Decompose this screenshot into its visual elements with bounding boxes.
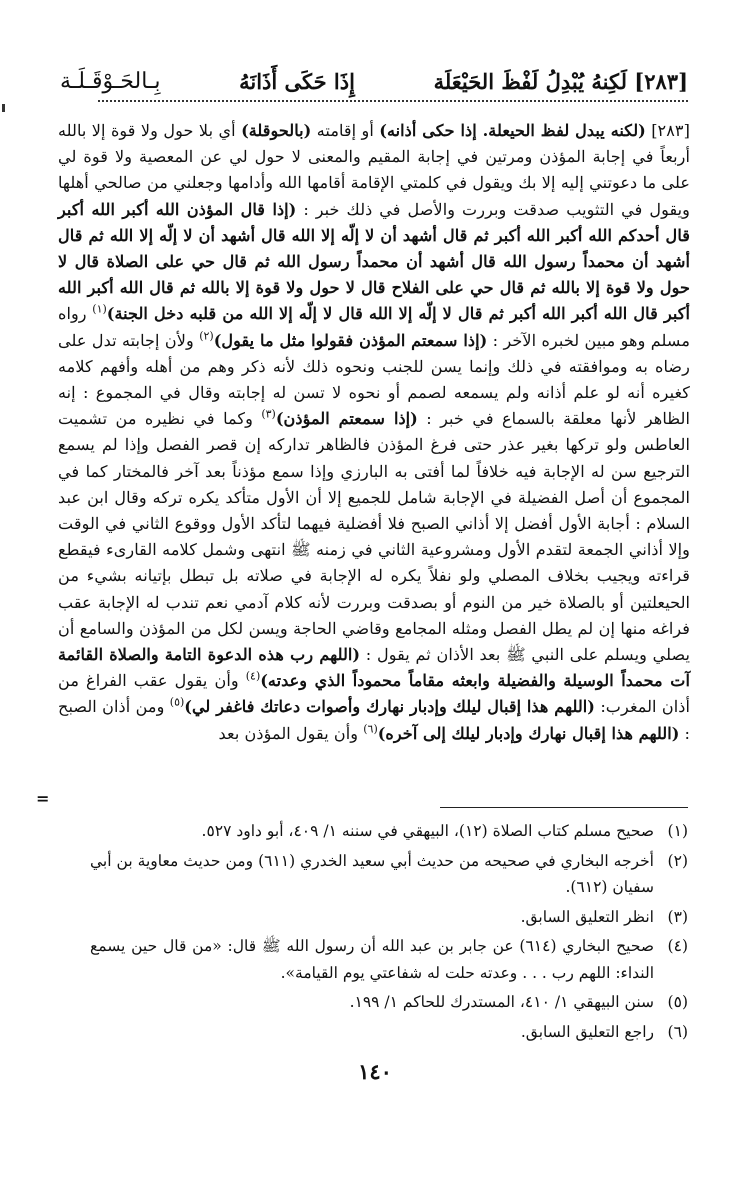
- header-dotted-rule: [98, 100, 688, 102]
- commentary-text: وأن يقول عقب الفراغ من أذان المغرب:: [58, 671, 690, 717]
- main-text: [58, 118, 690, 747]
- header-section-subtitle: بِـالحَـوْقَـلَـة: [60, 69, 161, 94]
- footnote-text: سنن البيهقي ١/ ٤١٠، المستدرك للحاكم ١/ ١٩٩.: [349, 993, 654, 1011]
- footnote-text: صحيح مسلم كتاب الصلاة (١٢)، البيهقي في سننه ١/ ٤٠٩، أبو داود ٥٢٧.: [201, 822, 654, 840]
- footnote-ref[interactable]: (٥): [169, 696, 185, 710]
- footnote-item: [90, 848, 688, 901]
- footnote-ref[interactable]: (٦): [363, 722, 378, 736]
- hadith-quote: (إذا سمعتم المؤذن فقولوا مثل ما يقول): [213, 330, 488, 350]
- footnote-item: [90, 904, 688, 931]
- running-header: [60, 58, 688, 94]
- header-section-title: إِذَا حَكَى أَذَانَهُ: [239, 69, 355, 94]
- footnote-text: راجع التعليق السابق.: [520, 1022, 654, 1041]
- commentary-text: أي بلا حول ولا قوة إلا بالله أربعاً في إجابة المؤذن ومرتين في إجابة المقيم والمعنى لا حول لي عن المعصية ولا قوة لي على ما دعوتني إليه إلا بك ويقول في كلمتي الإقامة أقامها الله وأدامها وجعلني من صالحي أهلها ويقول في التثويب صدقت وبررت والأصل في ذلك خبر :: [58, 121, 690, 219]
- hadith-quote: (إذا قال المؤذن الله أكبر الله أكبر قال أحدكم الله أكبر الله أكبر ثم قال أشهد أن لا إلّه إلا الله قال أشهد أن لا إلّه إلا الله ثم قال أشهد أن محمداً رسول الله قال أشهد أن محمداً رسول الله ثم قال حي على الصلاة قال لا حول ولا قوة إلا بالله ثم قال حي على الفلاح قال لا حول ولا قوة إلا بالله ثم قال الله أكبر الله أكبر قال الله أكبر الله أكبر ثم قال لا إلّه إلا الله قال لا إلّه إلا الله من قلبه دخل الجنة): [58, 199, 690, 324]
- commentary-text: أو إقامته: [316, 121, 374, 140]
- footnote-number: (٤): [667, 937, 688, 955]
- paragraph-number: [٢٨٣]: [651, 121, 690, 140]
- footnote-number: (٥): [667, 993, 688, 1011]
- page-number: ١٤٠: [358, 1059, 392, 1084]
- footnote-number: (١): [667, 822, 688, 840]
- commentary-text: رواه مسلم وهو مبين لخبره الآخر :: [58, 304, 691, 350]
- hadith-quote: (اللهم هذا إقبال نهارك وإدبار ليلك إلى آخره): [377, 723, 680, 743]
- hadith-quote: (اللهم هذا إقبال ليلك وإدبار نهارك وأصوات دعاتك فاغفر لي): [184, 697, 595, 717]
- commentary-text: ولأن إجابته تدل على رضاه به وموافقته في ذلك وإنما يسن للجنب ونحوه ذلك لأنه ذكر وهم من أهله وأفهم كلامه كغيره أنه لو علم أذانه ولم يسمعه لصمم أو نحوه لا تسن له إجابته وقال في المجموع : إنه الظاهر لأنها معلقة بالسماع في خبر :: [58, 330, 690, 429]
- footnote-text: صحيح البخاري (٦١٤) عن جابر بن عبد الله أن رسول الله ﷺ قال: «من قال حين يسمع النداء: اللهم رب . . . وعدته حلت له شفاعتي يوم القيامة».: [90, 937, 654, 982]
- footnote-ref[interactable]: (١): [92, 303, 107, 317]
- footnote-number: (٦): [667, 1022, 688, 1041]
- footnote-number: (٢): [667, 851, 688, 870]
- footnotes: [90, 818, 688, 1048]
- footnote-number: (٣): [667, 907, 688, 926]
- hadith-quote: (إذا سمعتم المؤذن): [275, 409, 418, 429]
- footnote-ref[interactable]: (٢): [199, 329, 214, 343]
- continuation-mark: =: [36, 789, 50, 808]
- footnote-item: [90, 818, 688, 845]
- margin-mark: [2, 104, 5, 112]
- footnote-item: [90, 1019, 688, 1046]
- header-chapter-title: [٢٨٣] لَكِنهُ يُبْدِلُ لَفْظَ الحَيْعَلَة: [433, 69, 688, 94]
- matn-quote: (لكنه يبدل لفظ الحيعلة. إذا حكى أذانه): [379, 121, 646, 140]
- footnote-separator: [440, 807, 688, 808]
- footnote-ref[interactable]: (٤): [245, 669, 261, 683]
- footnote-text: أخرجه البخاري في صحيحه من حديث أبي سعيد الخدري (٦١١) ومن حديث معاوية بن أبي سفيان (٦١٢).: [90, 851, 654, 896]
- paragraph-283: [58, 118, 690, 747]
- commentary-text: وأن يقول المؤذن بعد: [218, 723, 359, 743]
- footnote-item: [90, 989, 688, 1016]
- footnote-text: انظر التعليق السابق.: [520, 907, 654, 926]
- commentary-text: وكما في نظيره من تشميت العاطس ولو تركها بغير عذر حتى فرغ المؤذن فالظاهر تداركه إن قصر الفصل وإذا لم يسمع الترجيع سن له الإجابة فيه خلافاً لما أفتى به البارزي وإذا سمع مؤذناً بعد آخر فالمختار كما في المجموع أن أصل الفضيلة في الإجابة شامل للجميع إلا أن الأول متأكد يكره تركه وقال ابن عبد السلام : أجابة الأول أفضل إلا أذاني الصبح فلا أفضلية فيهما لتأكد الأول ووقوع الثاني في الوقت وإلا أذاني الجمعة لتقدم الأول ومشروعية الثاني في زمنه ﷺ انتهى وشمل كلامه القارىء فيقطع قراءته ويجيب بخلاف المصلي ولو نفلاً يكره له الإجابة في صلاته بل تبطل بإتيانه بشيء من الحيعلتين أو بالصلاة خير من النوم أو بصدقت وبررت لأنه كلام آدمي نعم تندب له الإجابة عقب فراغه منها إن لم يطل الفصل ومثله المجامع وقاضي الحاجة ويسن لكل من المؤذن والسامع أن يصلي ويسلم على النبي ﷺ بعد الأذان ثم يقول :: [58, 409, 691, 665]
- matn-quote: (بالحوقلة): [241, 121, 312, 140]
- hadith-quote: (اللهم رب هذه الدعوة التامة والصلاة القائمة آت محمداً الوسيلة والفضيلة وابعثه مقاماً محموداً الذي وعدته): [58, 645, 691, 691]
- footnote-item: [90, 933, 688, 986]
- footnote-ref[interactable]: (٣): [261, 407, 276, 421]
- commentary-text: ومن أذان الصبح :: [58, 697, 690, 743]
